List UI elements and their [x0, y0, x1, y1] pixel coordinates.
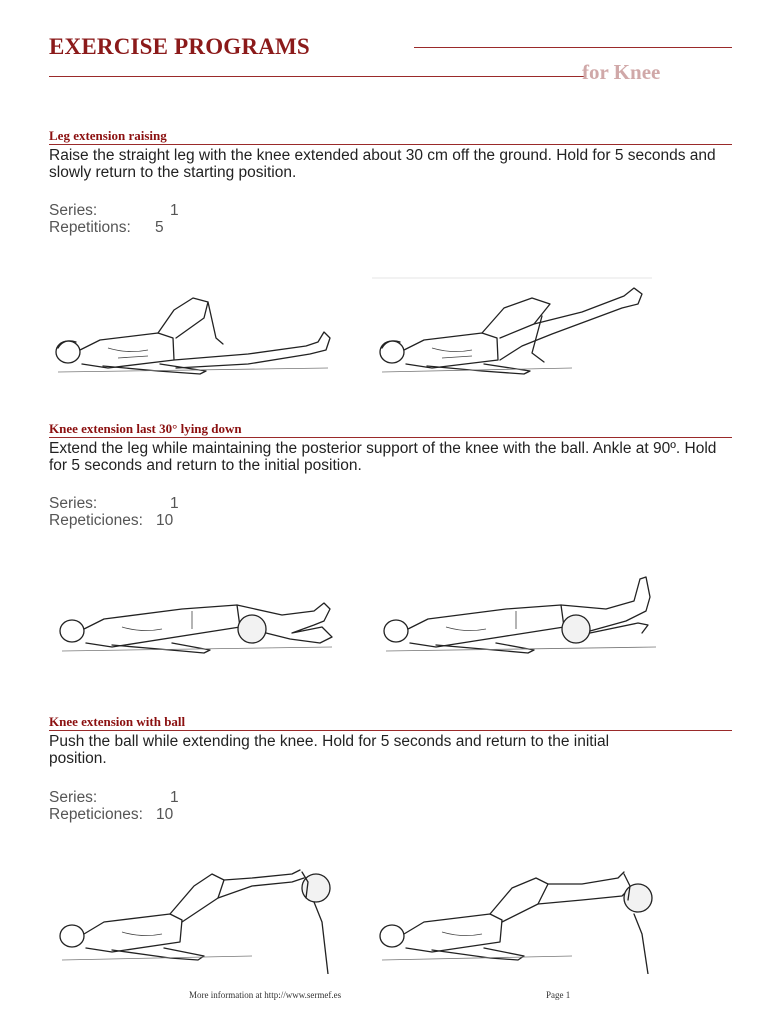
- exercise-section-2: [0, 421, 768, 711]
- series-value: 1: [170, 789, 179, 806]
- header-rule-top: [414, 47, 732, 48]
- page-subtitle: for Knee: [582, 60, 661, 84]
- reps-value: 10: [156, 512, 174, 529]
- series-row: [49, 202, 179, 220]
- series-value: 1: [170, 202, 179, 219]
- reps-label: Repeticiones:: [49, 806, 143, 823]
- page-number: Page 1: [546, 990, 571, 1000]
- exercise-figure-start: [48, 288, 338, 378]
- reps-row: [49, 806, 174, 824]
- exercise-title: Leg extension raising: [49, 128, 167, 143]
- series-row: [49, 495, 179, 513]
- exercise-description: Extend the leg while maintaining the posterior support of the knee with the ball. Ankle at 90º. Hold for 5 seconds and return to the initial position.: [49, 440, 717, 474]
- exercise-rule: [49, 144, 732, 145]
- exercise-section-3: [0, 714, 768, 1004]
- reps-label: Repetitions:: [49, 219, 131, 236]
- exercise-description: Push the ball while extending the knee. Hold for 5 seconds and return to the initial position.: [49, 733, 610, 767]
- reps-value: 5: [155, 219, 164, 236]
- series-label: Series:: [49, 789, 98, 806]
- page-title: EXERCISE PROGRAMS: [49, 34, 310, 59]
- reps-row: [49, 512, 174, 530]
- reps-row: [49, 219, 164, 237]
- exercise-figure-end: [372, 268, 662, 378]
- exercise-figure-end: [372, 864, 662, 974]
- footer-info: More information at http://www.sermef.es: [189, 990, 342, 1000]
- series-value: 1: [170, 495, 179, 512]
- reps-value: 10: [156, 806, 174, 823]
- exercise-figure-end: [376, 571, 666, 661]
- header-rule-bottom: [49, 76, 585, 77]
- series-label: Series:: [49, 495, 98, 512]
- reps-label: Repeticiones:: [49, 512, 143, 529]
- exercise-section-1: [0, 128, 768, 418]
- series-label: Series:: [49, 202, 98, 219]
- exercise-description: Raise the straight leg with the knee extended about 30 cm off the ground. Hold for 5 seconds and slowly return to the starting position.: [49, 147, 716, 181]
- exercise-rule: [49, 730, 732, 731]
- exercise-figure-start: [52, 864, 342, 974]
- exercise-title: Knee extension with ball: [49, 714, 186, 729]
- exercise-rule: [49, 437, 732, 438]
- exercise-figure-start: [52, 591, 342, 661]
- exercise-title: Knee extension last 30° lying down: [49, 421, 242, 436]
- series-row: [49, 789, 179, 807]
